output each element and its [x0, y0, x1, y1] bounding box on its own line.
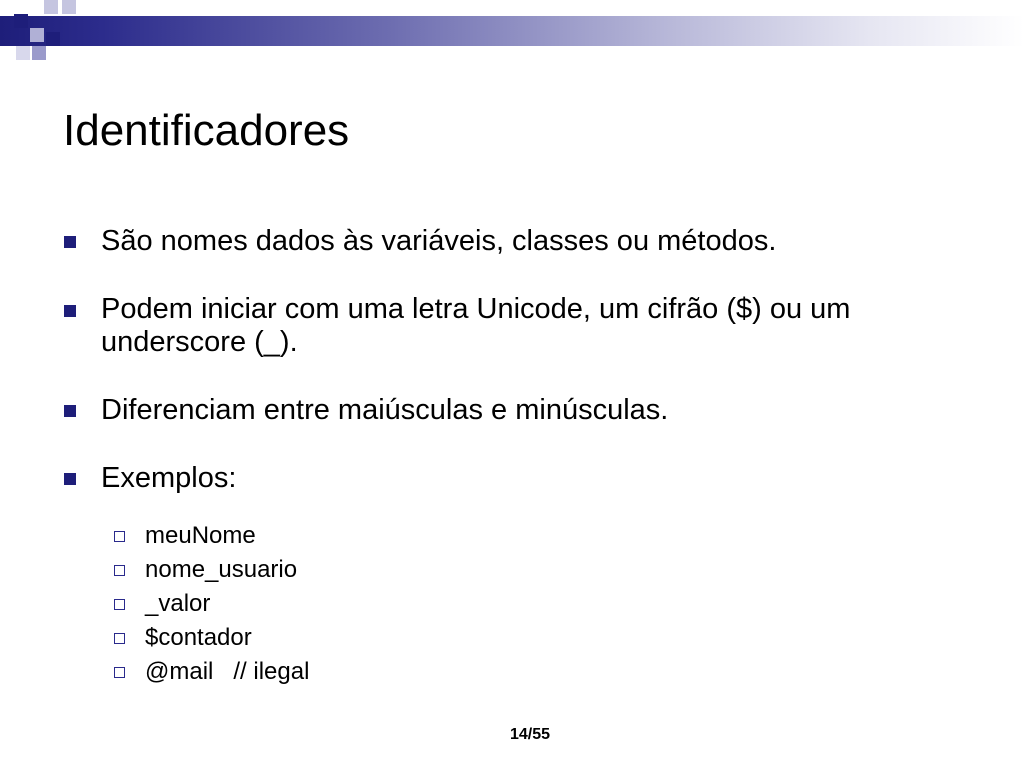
decor-square — [32, 46, 46, 60]
bullet-text: Diferenciam entre maiúsculas e minúsculas. — [101, 394, 669, 426]
bullet-text: Exemplos: — [101, 462, 237, 494]
example-item: @mail // ilegal — [145, 658, 310, 685]
bullet-square-icon — [64, 405, 76, 417]
bullet-text: São nomes dados às variáveis, classes ou métodos. — [101, 225, 777, 257]
example-item: $contador — [145, 624, 252, 651]
checkbox-outline-icon — [114, 599, 125, 610]
example-item: _valor — [145, 590, 211, 617]
decor-square — [16, 46, 30, 60]
bullet-square-icon — [64, 305, 76, 317]
slide-title: Identificadores — [63, 106, 350, 155]
page-number: 14/55 — [509, 726, 551, 743]
example-item: nome_usuario — [145, 556, 298, 583]
bullet-square-icon — [64, 236, 76, 248]
decor-square — [46, 32, 60, 46]
checkbox-outline-icon — [114, 565, 125, 576]
checkbox-outline-icon — [114, 633, 125, 644]
gradient-bar — [0, 16, 1024, 46]
checkbox-outline-icon — [114, 667, 125, 678]
decor-square — [30, 28, 44, 42]
example-item: meuNome — [145, 522, 256, 549]
decor-square — [44, 0, 58, 14]
bullet-text: Podem iniciar com uma letra Unicode, um cifrão ($) ou um underscore (_). — [101, 293, 851, 358]
decor-square — [14, 14, 28, 28]
checkbox-outline-icon — [114, 531, 125, 542]
decor-square — [62, 0, 76, 14]
bullet-square-icon — [64, 473, 76, 485]
